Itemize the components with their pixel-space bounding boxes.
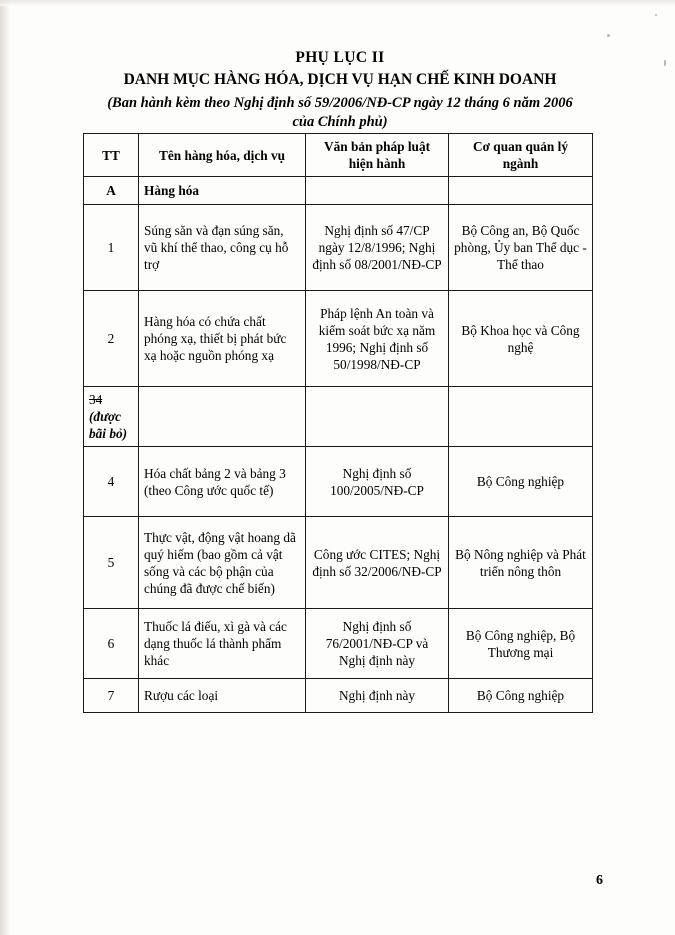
appendix-label: PHỤ LỤC II xyxy=(295,49,385,66)
table-row xyxy=(84,609,593,679)
row-managing-agency xyxy=(449,387,593,447)
document-subtitle-line1: (Ban hành kèm theo Nghị định số 59/2006/NĐ-CP ngày 12 tháng 6 năm 2006 xyxy=(107,94,573,111)
row-tt-note: (được bãi bỏ) xyxy=(89,409,128,442)
row-managing-agency xyxy=(449,177,593,205)
row-legal-document xyxy=(306,387,449,447)
restricted-goods-table xyxy=(83,133,593,713)
document-title: DANH MỤC HÀNG HÓA, DỊCH VỤ HẠN CHẾ KINH DOANH xyxy=(123,70,557,88)
column-header-legal-document: Văn bản pháp luật hiện hành xyxy=(306,134,449,177)
title-block xyxy=(40,48,640,132)
row-legal-document: Công ước CITES; Nghị định số 32/2006/NĐ-CP xyxy=(306,517,449,609)
row-tt: 6 xyxy=(84,609,139,679)
table-row xyxy=(84,291,593,387)
row-legal-document: Nghị định này xyxy=(306,679,449,713)
column-header-tt: TT xyxy=(84,134,139,177)
row-managing-agency: Bộ Công an, Bộ Quốc phòng, Ủy ban Thể dục -Thể thao xyxy=(449,205,593,291)
table-header-row xyxy=(84,134,593,177)
row-tt: 4 xyxy=(84,447,139,517)
row-tt-struck: 34 xyxy=(89,392,103,408)
row-tt: 5 xyxy=(84,517,139,609)
document-subtitle-line2: của Chính phủ) xyxy=(292,114,388,131)
row-goods-name: Hóa chất bảng 2 và bảng 3 (theo Công ước quốc tế) xyxy=(139,447,306,517)
row-tt xyxy=(84,387,139,447)
row-managing-agency: Bộ Khoa học và Công nghệ xyxy=(449,291,593,387)
row-goods-name: Thực vật, động vật hoang dã quý hiếm (bao gồm cả vật sống và các bộ phận của chúng đã được chế biến) xyxy=(139,517,306,609)
row-tt: 2 xyxy=(84,291,139,387)
table-row xyxy=(84,387,593,447)
row-tt: 1 xyxy=(84,205,139,291)
row-goods-name xyxy=(139,387,306,447)
table-row xyxy=(84,679,593,713)
row-goods-name: Hàng hóa xyxy=(139,177,306,205)
row-managing-agency: Bộ Nông nghiệp và Phát triển nông thôn xyxy=(449,517,593,609)
row-legal-document: Nghị định số 100/2005/NĐ-CP xyxy=(306,447,449,517)
table-row xyxy=(84,517,593,609)
row-goods-name: Thuốc lá điếu, xì gà và các dạng thuốc lá thành phẩm khác xyxy=(139,609,306,679)
table-row xyxy=(84,447,593,517)
row-goods-name: Hàng hóa có chứa chất phóng xạ, thiết bị phát bức xạ hoặc nguồn phóng xạ xyxy=(139,291,306,387)
row-legal-document: Nghị định số 47/CP ngày 12/8/1996; Nghị định số 08/2001/NĐ-CP xyxy=(306,205,449,291)
row-managing-agency: Bộ Công nghiệp, Bộ Thương mại xyxy=(449,609,593,679)
row-legal-document: Pháp lệnh An toàn và kiểm soát bức xạ năm 1996; Nghị định số 50/1998/NĐ-CP xyxy=(306,291,449,387)
row-legal-document xyxy=(306,177,449,205)
row-managing-agency: Bộ Công nghiệp xyxy=(449,679,593,713)
column-header-goods-name: Tên hàng hóa, dịch vụ xyxy=(139,134,306,177)
row-goods-name: Rượu các loại xyxy=(139,679,306,713)
page-number: 6 xyxy=(596,873,603,888)
table-row xyxy=(84,205,593,291)
row-legal-document: Nghị định số 76/2001/NĐ-CP và Nghị định này xyxy=(306,609,449,679)
row-tt: A xyxy=(84,177,139,205)
row-goods-name: Súng săn và đạn súng săn, vũ khí thể thao, công cụ hỗ trợ xyxy=(139,205,306,291)
table-row xyxy=(84,177,593,205)
row-tt: 7 xyxy=(84,679,139,713)
row-managing-agency: Bộ Công nghiệp xyxy=(449,447,593,517)
column-header-managing-agency: Cơ quan quản lý ngành xyxy=(449,134,593,177)
